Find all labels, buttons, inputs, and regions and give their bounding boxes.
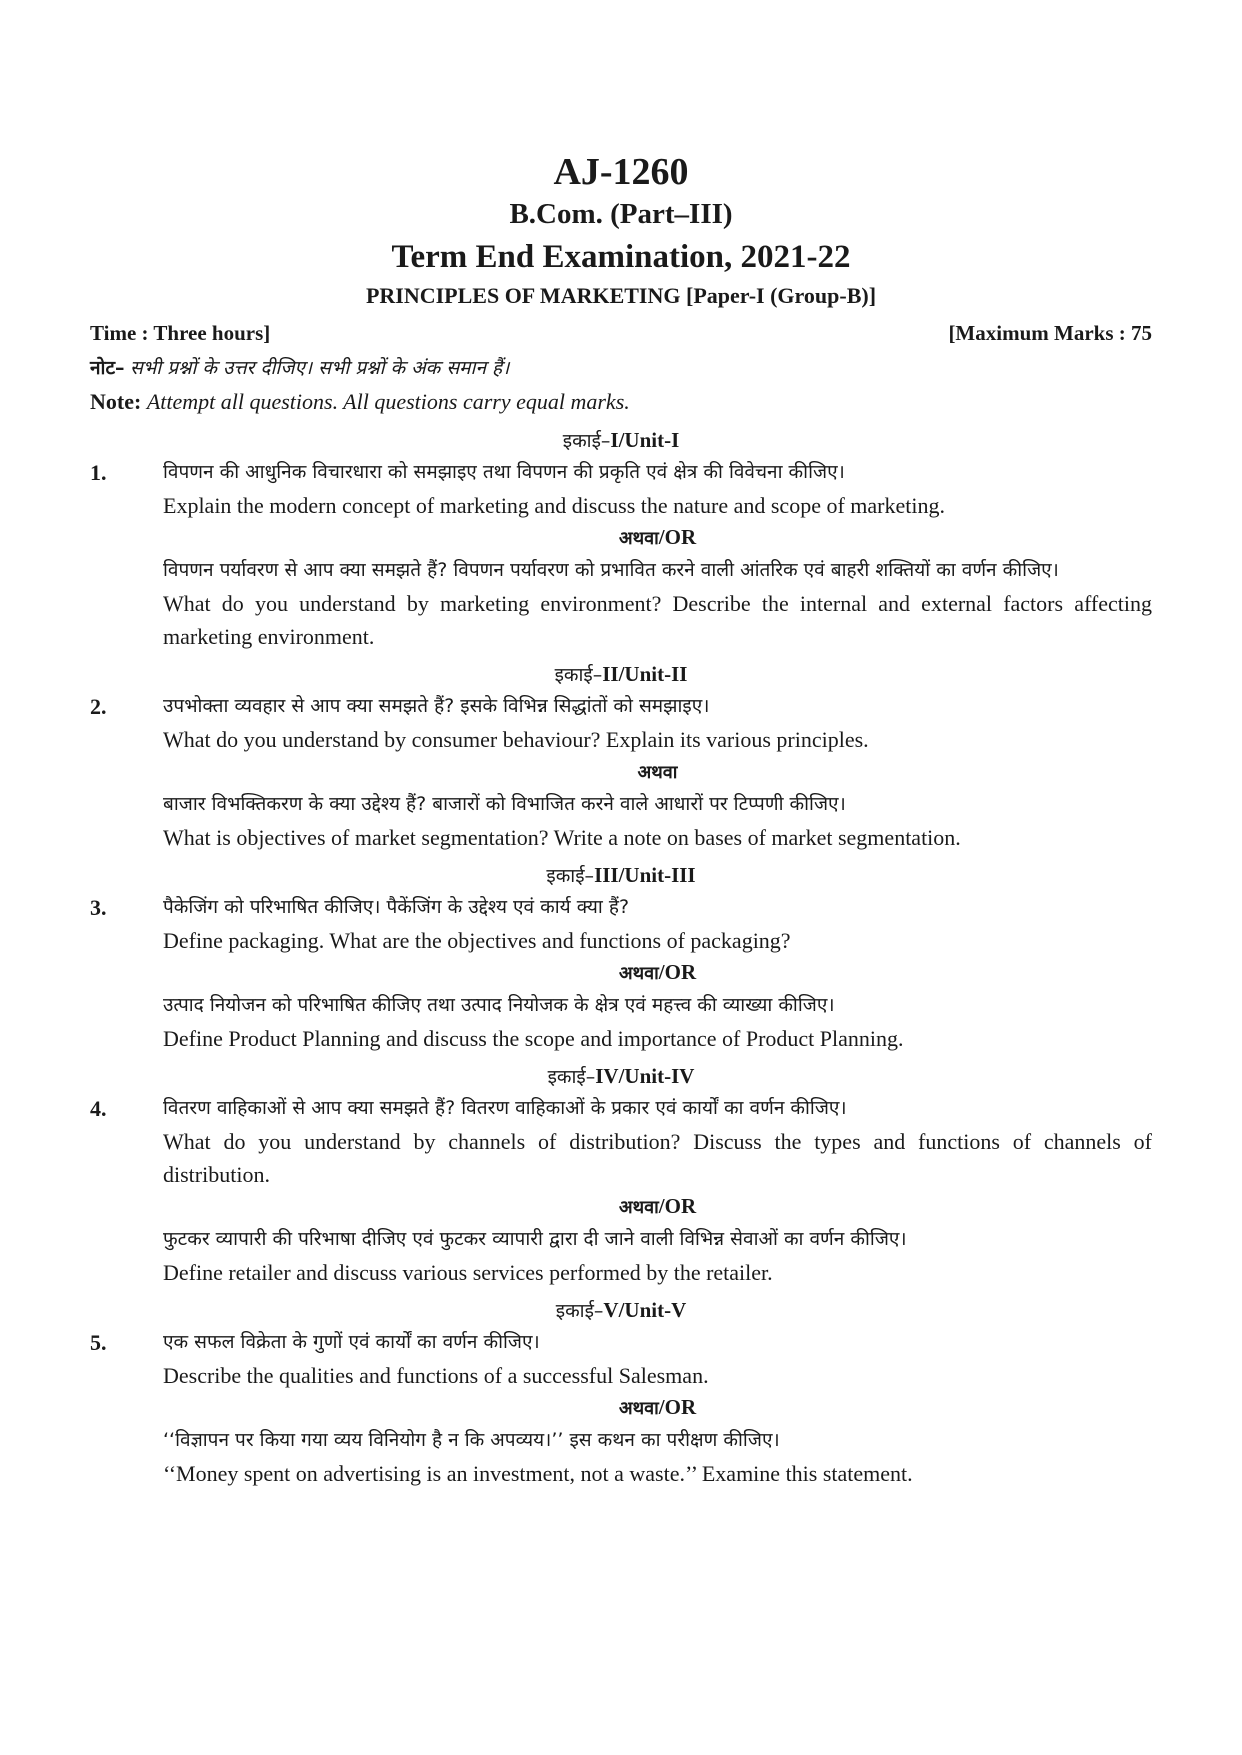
question-english: What do you understand by consumer behaviour? Explain its various principles. <box>163 727 869 752</box>
time-label: Time : Three hours] <box>90 321 271 345</box>
alternative-question-hindi: विपणन पर्यावरण से आप क्या समझते हैं? विपणन पर्यावरण को प्रभावित करने वाली आंतरिक एवं बाहरी शक्तियों का वर्णन कीजिए। <box>163 559 1059 581</box>
alternative-question-hindi: उत्पाद नियोजन को परिभाषित कीजिए तथा उत्पाद नियोजक के क्षेत्र एवं महत्त्व की व्याख्या कीजिए। <box>163 994 835 1016</box>
question-number: 5. <box>90 1330 107 1355</box>
paper-header <box>90 150 1152 312</box>
or-divider: अथवा/OR <box>618 1194 697 1218</box>
unit-heading-english: IV/Unit-IV <box>595 1064 695 1088</box>
exam-title: Term End Examination, 2021-22 <box>391 239 851 275</box>
unit-heading <box>90 659 1152 690</box>
unit-heading-hindi: इकाई– <box>547 1066 596 1088</box>
unit-heading-hindi: इकाई– <box>555 1300 604 1322</box>
unit-heading-english: III/Unit-III <box>594 863 696 887</box>
question-hindi: विपणन की आधुनिक विचारधारा को समझाइए तथा विपणन की प्रकृति एवं क्षेत्र की विवेचना कीजिए। <box>163 461 845 483</box>
or-divider: अथवा/OR <box>618 1395 697 1419</box>
alternative-question-english: Define Product Planning and discuss the scope and importance of Product Planning. <box>163 1026 904 1051</box>
unit-heading-hindi: इकाई– <box>554 664 603 686</box>
unit-heading <box>90 1295 1152 1326</box>
question-number: 2. <box>90 694 107 719</box>
marks-label: [Maximum Marks : 75 <box>948 321 1152 345</box>
or-divider: अथवा/OR <box>618 960 697 984</box>
alternative-question-english: Define retailer and discuss various services performed by the retailer. <box>163 1260 773 1285</box>
exam-paper <box>90 150 1152 1490</box>
alternative-question-english: What is objectives of market segmentation? Write a note on bases of market segmentation. <box>163 825 961 850</box>
unit-heading-hindi: इकाई– <box>546 865 595 887</box>
question-number: 3. <box>90 895 107 920</box>
paper-code: AJ-1260 <box>553 151 689 193</box>
alternative-question-hindi: फुटकर व्यापारी की परिभाषा दीजिए एवं फुटकर व्यापारी द्वारा दी जाने वाली विभिन्न सेवाओं का वर्णन कीजिए। <box>163 1228 907 1250</box>
alternative-question-hindi: बाजार विभक्तिकरण के क्या उद्देश्य हैं? बाजारों को विभाजित करने वाले आधारों पर टिप्पणी कीजिए। <box>163 793 846 815</box>
note-english-label: Note: <box>90 389 142 414</box>
question-english: Explain the modern concept of marketing and discuss the nature and scope of marketing. <box>163 493 945 518</box>
unit-heading <box>90 860 1152 891</box>
question-english: Describe the qualities and functions of a successful Salesman. <box>163 1363 709 1388</box>
unit-heading-hindi: इकाई– <box>562 430 611 452</box>
question-number: 1. <box>90 460 107 485</box>
unit-heading-english: I/Unit-I <box>610 428 680 452</box>
question-hindi: उपभोक्ता व्यवहार से आप क्या समझते हैं? इसके विभिन्न सिद्धांतों को समझाइए। <box>163 695 710 717</box>
question-number: 4. <box>90 1096 107 1121</box>
question-hindi: एक सफल विक्रेता के गुणों एवं कार्यों का वर्णन कीजिए। <box>163 1331 540 1353</box>
question <box>90 690 1152 854</box>
question-english: Define packaging. What are the objectives and functions of packaging? <box>163 928 791 953</box>
unit-heading-english: V/Unit-V <box>603 1298 687 1322</box>
alternative-question-english: What do you understand by marketing environment? Describe the internal and external factors affecting marketing environment. <box>163 591 1152 649</box>
course-title: B.Com. (Part–III) <box>509 198 733 230</box>
question <box>90 456 1152 653</box>
question <box>90 1326 1152 1490</box>
or-divider: अथवा/OR <box>618 525 697 549</box>
or-divider: अथवा <box>637 762 678 783</box>
meta-row <box>90 316 1152 350</box>
unit-heading-english: II/Unit-II <box>602 662 688 686</box>
question-english: What do you understand by channels of distribution? Discuss the types and functions of channels of distribution. <box>163 1129 1152 1187</box>
alternative-question-english: ‘‘Money spent on advertising is an investment, not a waste.’’ Examine this statement. <box>163 1461 913 1486</box>
note-english-text: Attempt all questions. All questions carry equal marks. <box>146 389 630 414</box>
unit-heading <box>90 1061 1152 1092</box>
alternative-question-hindi: ‘‘विज्ञापन पर किया गया व्यय विनियोग है न कि अपव्यय।’’ इस कथन का परीक्षण कीजिए। <box>163 1429 780 1451</box>
paper-title: PRINCIPLES OF MARKETING [Paper-I (Group-B)] <box>365 283 877 308</box>
note-hindi-label: नोट– <box>90 357 125 379</box>
note-hindi-text: सभी प्रश्नों के उत्तर दीजिए। सभी प्रश्नों के अंक समान हैं। <box>130 357 510 379</box>
question-hindi: पैकेजिंग को परिभाषित कीजिए। पैकेंजिंग के उद्देश्य एवं कार्य क्या हैं? <box>163 896 630 918</box>
question-hindi: वितरण वाहिकाओं से आप क्या समझते हैं? वितरण वाहिकाओं के प्रकार एवं कार्यों का वर्णन कीजिए। <box>163 1097 847 1119</box>
unit-heading <box>90 425 1152 456</box>
question <box>90 1092 1152 1289</box>
note-hindi <box>90 350 1152 385</box>
question <box>90 891 1152 1055</box>
note-english <box>90 385 1152 419</box>
